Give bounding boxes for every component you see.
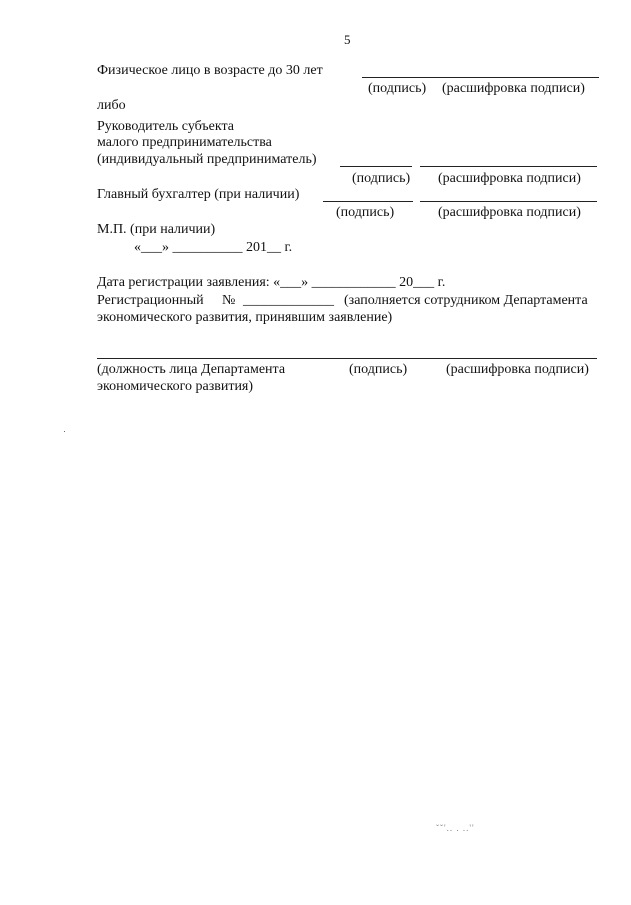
accountant-decryption-caption: (расшифровка подписи) xyxy=(438,205,581,220)
registration-note-line-2: экономического развития, принявшим заявление) xyxy=(97,310,393,325)
registration-note-line-1: (заполняется сотрудником Департамента xyxy=(344,293,588,308)
young-person-signature-caption: (подпись) xyxy=(368,81,427,96)
scan-speck xyxy=(64,431,65,432)
stamp-label: М.П. (при наличии) xyxy=(97,222,216,237)
head-of-entity-line-2: малого предпринимательства xyxy=(97,135,272,150)
scan-mark: ˇˇ'.. . ..'' xyxy=(436,823,475,833)
accountant-signature-caption: (подпись) xyxy=(336,205,395,220)
head-decryption-caption: (расшифровка подписи) xyxy=(438,171,581,186)
young-person-label: Физическое лицо в возрасте до 30 лет xyxy=(97,63,323,78)
head-of-entity-line-1: Руководитель субъекта xyxy=(97,119,234,134)
accountant-decryption-line xyxy=(420,201,597,202)
page-number: 5 xyxy=(344,32,351,47)
registration-number-sign: № xyxy=(222,293,236,308)
head-signature-line xyxy=(340,166,412,167)
head-of-entity-line-3: (индивидуальный предприниматель) xyxy=(97,152,317,167)
young-person-decryption-caption: (расшифровка подписи) xyxy=(442,81,585,96)
head-decryption-line xyxy=(420,166,597,167)
or-word: либо xyxy=(97,98,126,113)
official-signature-caption: (подпись) xyxy=(349,362,408,377)
chief-accountant-label: Главный бухгалтер (при наличии) xyxy=(97,187,300,202)
registration-date-line: Дата регистрации заявления: «___» ____________ 20___ г. xyxy=(97,275,446,290)
official-signature-line xyxy=(97,358,597,359)
official-decryption-caption: (расшифровка подписи) xyxy=(446,362,589,377)
registration-number-prefix: Регистрационный xyxy=(97,293,204,308)
head-signature-caption: (подпись) xyxy=(352,171,411,186)
stamp-date-line: «___» __________ 201__ г. xyxy=(134,240,293,255)
official-position-caption-1: (должность лица Департамента xyxy=(97,362,286,377)
official-position-caption-2: экономического развития) xyxy=(97,379,254,394)
young-person-signature-line xyxy=(362,77,599,78)
registration-number-blank: _____________ xyxy=(243,293,334,308)
accountant-signature-line xyxy=(323,201,413,202)
